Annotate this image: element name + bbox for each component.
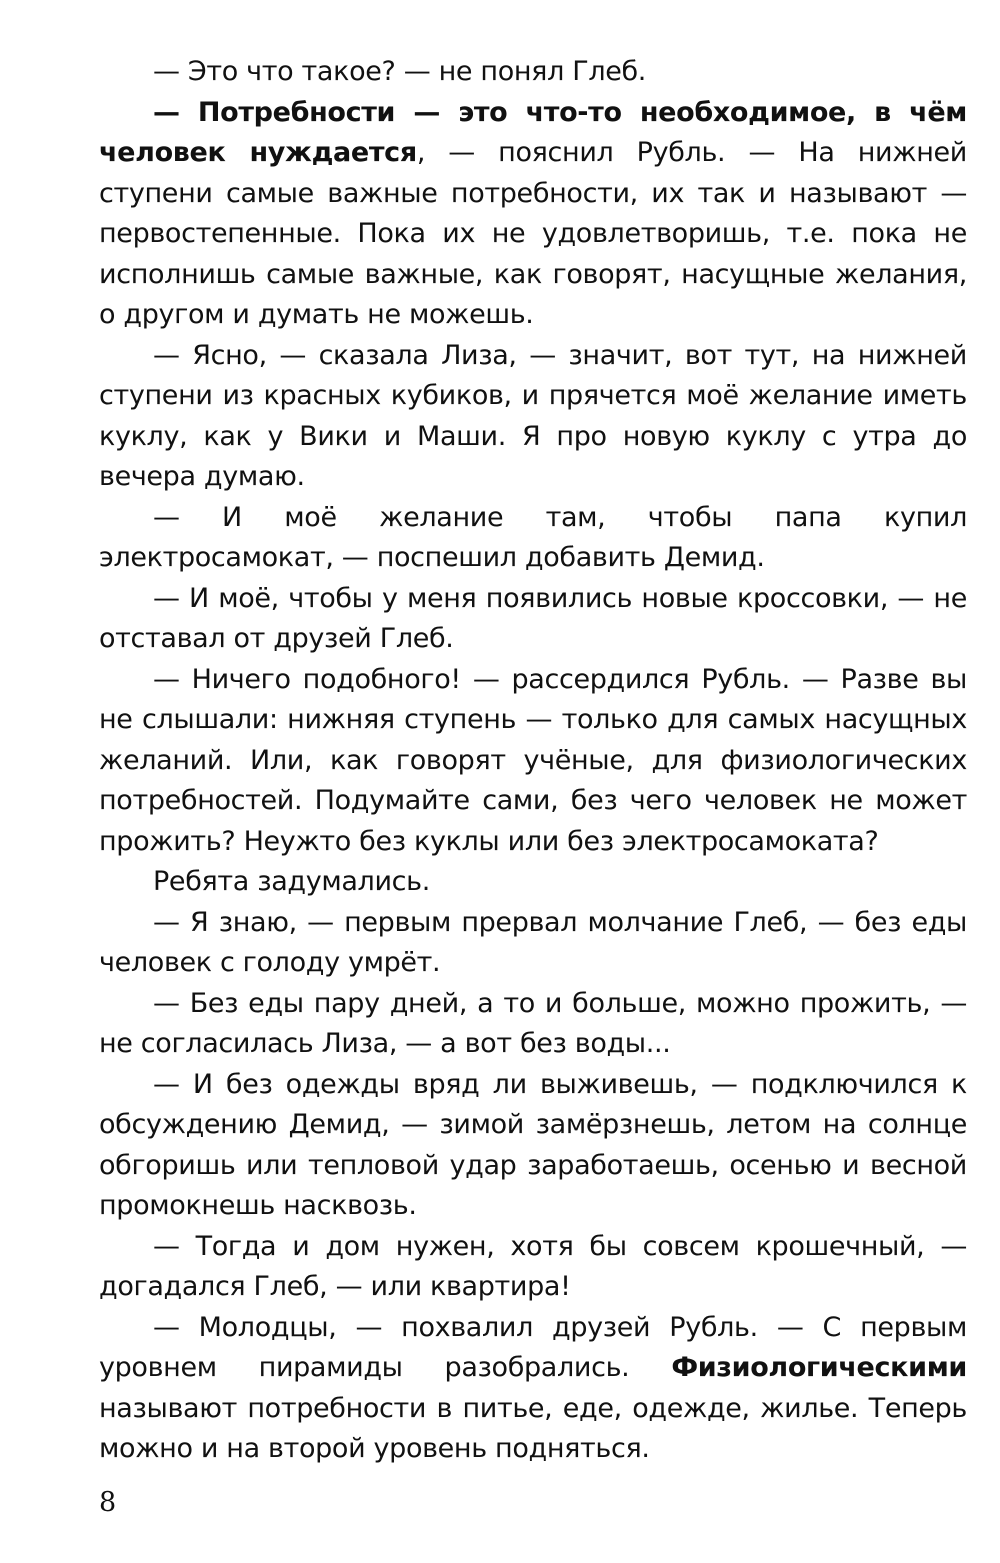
paragraph-text: — Тогда и дом нужен, хотя бы совсем крошечный, — догадался Глеб, — или квартира! [99,1230,967,1302]
paragraph [99,903,967,984]
page-number: 8 [99,1487,117,1518]
paragraph-text: — Молодцы, — похвалил друзей Рубль. — С первым уровнем пирамиды разобрались. [99,1311,967,1383]
paragraph-text: называют потребности в питье, еде, одежде, жилье. Теперь можно и на второй уровень подняться. [99,1392,967,1464]
paragraph-text: — Это что такое? — не понял Глеб. [153,56,647,87]
paragraph-text: — Ничего подобного! — рассердился Рубль. — Разве вы не слышали: нижняя ступень — только для самых насущных желаний. Или, как говорят учёные, для физиологических потребностей. Подумайте сами, без чего человек не может прожить? Неужто без куклы или без электросамоката? [99,663,967,857]
paragraph-text: , — пояснил Рубль. — На нижней ступени самые важные потребности, их так и называют — первостепенные. Пока их не удовлетворишь, т.е. пока не исполнишь самые важные, как говорят, насущные желания, о другом и думать не можешь. [99,137,967,330]
paragraph [99,984,967,1065]
paragraph-text: — Без еды пару дней, а то и больше, можно прожить, — не согласилась Лиза, — а вот без воды... [99,987,967,1059]
paragraph [99,579,967,660]
paragraph [99,1065,967,1227]
paragraph [99,498,967,579]
bold-definition: — Потребности — это что-то необходимое, в чём человек нуждается [99,96,967,168]
paragraph [99,1308,967,1470]
paragraph-text: — Я знаю, — первым прервал молчание Глеб, — без еды человек с голоду умрёт. [99,906,967,978]
paragraph-text: — Ясно, — сказала Лиза, — значит, вот тут, на нижней ступени из красных кубиков, и прячется моё желание иметь куклу, как у Вики и Маши. Я про новую куклу с утра до вечера думаю. [99,339,967,492]
paragraph [99,52,967,93]
paragraph-text: Ребята задумались. [153,866,430,897]
paragraph [99,93,967,336]
paragraph-text: — И моё, чтобы у меня появились новые кроссовки, — не отставал от друзей Глеб. [99,582,967,654]
paragraph [99,336,967,498]
paragraph [99,1227,967,1308]
paragraph-text: — И моё желание там, чтобы папа купил электросамокат, — поспешил добавить Демид. [99,501,967,573]
paragraph [99,660,967,863]
paragraph-text: — И без одежды вряд ли выживешь, — подключился к обсуждению Демид, — зимой замёрзнешь, летом на солнце обгоришь или тепловой удар заработаешь, осенью и весной промокнешь насквозь. [99,1068,967,1221]
paragraph [99,862,967,903]
body-text [99,52,967,1470]
bold-term: Физиологическими [671,1352,967,1383]
